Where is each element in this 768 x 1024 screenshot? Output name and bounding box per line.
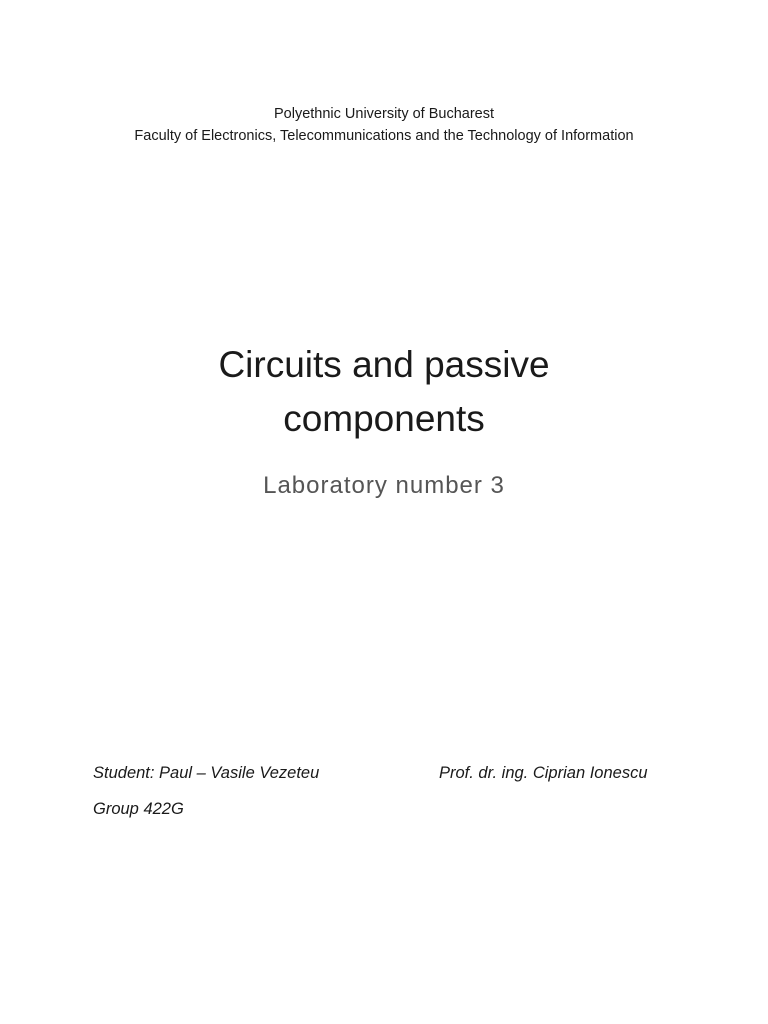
document-subtitle: Laboratory number 3 <box>263 472 505 499</box>
faculty-name: Faculty of Electronics, Telecommunications and the Technology of Information <box>134 128 634 144</box>
title-line-1: Circuits and passive <box>218 344 550 385</box>
document-title <box>0 338 768 446</box>
institution-header <box>0 103 768 147</box>
student-name: Student: Paul – Vasile Vezeteu <box>93 764 320 782</box>
university-name: Polyethnic University of Bucharest <box>273 106 494 122</box>
professor-name: Prof. dr. ing. Ciprian Ionescu <box>439 764 648 782</box>
group-number: Group 422G <box>93 800 184 818</box>
title-line-2: components <box>283 398 485 439</box>
